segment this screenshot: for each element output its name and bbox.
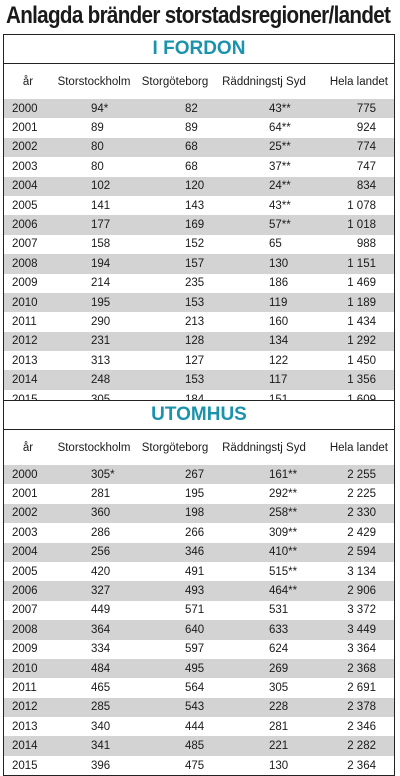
cell-value: 194 — [91, 257, 111, 270]
cell-value: 464** — [269, 585, 298, 598]
cell-value: 360 — [91, 507, 111, 520]
cell-value: 141 — [91, 199, 111, 212]
table-row — [4, 484, 394, 503]
cell-value: 24** — [269, 180, 291, 193]
cell-value: 65 — [269, 238, 282, 251]
cell-storgoteborg — [135, 138, 215, 157]
cell-value: 89 — [185, 122, 198, 135]
cell-year: 2001 — [12, 488, 38, 501]
cell-storgoteborg — [135, 370, 215, 389]
cell-year: 2006 — [4, 215, 53, 234]
cell-raddningstj-syd — [215, 484, 313, 503]
cell-value: 515** — [269, 565, 298, 578]
cell-storstockholm — [53, 332, 135, 351]
cell-storstockholm — [53, 235, 135, 254]
cell-storgoteborg — [135, 756, 215, 775]
cell-value: 158 — [91, 238, 111, 251]
cell-year: 2003 — [12, 160, 38, 173]
cell-year: 2012 — [4, 332, 53, 351]
column-header-hela-landet: Hela landet — [329, 441, 388, 454]
table-row — [4, 215, 394, 234]
cell-storgoteborg — [135, 581, 215, 600]
cell-hela-landet: 2 906 — [313, 581, 394, 600]
table-row — [4, 99, 394, 118]
cell-storgoteborg — [135, 736, 215, 755]
table-row — [4, 698, 394, 717]
cell-value: 25** — [269, 141, 291, 154]
cell-value: 214 — [91, 277, 111, 290]
column-header-storgoteborg: Storgöteborg — [141, 75, 209, 88]
table-row — [4, 177, 394, 196]
table-row — [4, 274, 394, 293]
cell-value: 68 — [185, 160, 198, 173]
cell-storgoteborg — [135, 99, 215, 118]
cell-storstockholm — [53, 312, 135, 331]
cell-value: 281 — [91, 488, 111, 501]
cell-value: 485 — [185, 740, 205, 753]
cell-value: 292** — [269, 488, 298, 501]
cell-value: 327 — [91, 585, 111, 598]
cell-year: 2009 — [12, 277, 38, 290]
cell-storstockholm — [53, 484, 135, 503]
cell-storstockholm — [53, 523, 135, 542]
cell-raddningstj-syd — [215, 332, 313, 351]
cell-storstockholm — [53, 196, 135, 215]
cell-year: 2015 — [12, 759, 38, 772]
cell-storgoteborg — [135, 620, 215, 639]
cell-value: 130 — [269, 759, 289, 772]
cell-value: 82 — [185, 102, 198, 115]
cell-storgoteborg — [135, 274, 215, 293]
cell-raddningstj-syd — [215, 177, 313, 196]
cell-raddningstj-syd — [215, 678, 313, 697]
cell-year: 2012 — [4, 698, 53, 717]
cell-value: 68 — [185, 141, 198, 154]
cell-storgoteborg — [135, 157, 215, 176]
cell-hela-landet: 775 — [313, 99, 394, 118]
column-header-hela-landet: Hela landet — [329, 75, 388, 88]
cell-raddningstj-syd — [215, 312, 313, 331]
cell-year: 2008 — [4, 254, 53, 273]
cell-year: 2014 — [4, 736, 53, 755]
cell-raddningstj-syd — [215, 370, 313, 389]
table-row — [4, 543, 394, 562]
cell-storstockholm — [53, 562, 135, 581]
cell-value: 235 — [185, 277, 205, 290]
cell-raddningstj-syd — [215, 640, 313, 659]
cell-hela-landet: 1 450 — [347, 354, 376, 367]
cell-hela-landet: 3 364 — [347, 643, 376, 656]
cell-hela-landet: 3 134 — [347, 565, 376, 578]
cell-value: 120 — [185, 180, 205, 193]
cell-storstockholm — [53, 756, 135, 775]
cell-storstockholm — [53, 543, 135, 562]
cell-storstockholm — [53, 157, 135, 176]
cell-value: 258** — [269, 507, 298, 520]
cell-hela-landet: 2 225 — [347, 488, 376, 501]
cell-hela-landet: 2 429 — [347, 526, 376, 539]
cell-value: 130 — [269, 257, 289, 270]
cell-storgoteborg — [135, 601, 215, 620]
table-panel-utomhus — [3, 400, 395, 776]
table-row — [4, 620, 394, 639]
cell-hela-landet: 1 151 — [313, 254, 394, 273]
cell-value: 290 — [91, 315, 111, 328]
cell-storgoteborg — [135, 698, 215, 717]
cell-value: 80 — [91, 160, 104, 173]
cell-storgoteborg — [135, 523, 215, 542]
cell-storgoteborg — [135, 254, 215, 273]
cell-storstockholm — [53, 640, 135, 659]
cell-value: 119 — [269, 296, 288, 309]
cell-raddningstj-syd — [215, 562, 313, 581]
table-row — [4, 351, 394, 370]
table-row — [4, 118, 394, 137]
cell-value: 213 — [185, 315, 205, 328]
cell-year: 2000 — [4, 99, 53, 118]
cell-raddningstj-syd — [215, 196, 313, 215]
cell-year: 2004 — [4, 543, 53, 562]
cell-hela-landet: 1 078 — [347, 199, 376, 212]
cell-value: 64** — [269, 122, 291, 135]
cell-year: 2004 — [4, 177, 53, 196]
table-row — [4, 717, 394, 736]
cell-storstockholm — [53, 620, 135, 639]
cell-value: 341 — [91, 740, 111, 753]
cell-storstockholm — [53, 698, 135, 717]
cell-year: 2005 — [12, 565, 38, 578]
cell-hela-landet: 2 330 — [313, 504, 394, 523]
cell-value: 286 — [91, 526, 111, 539]
cell-hela-landet: 3 372 — [347, 604, 376, 617]
cell-raddningstj-syd — [215, 504, 313, 523]
cell-value: 177 — [91, 219, 111, 232]
cell-raddningstj-syd — [215, 465, 313, 484]
cell-raddningstj-syd — [215, 99, 313, 118]
cell-value: 564 — [185, 681, 205, 694]
cell-value: 127 — [185, 354, 205, 367]
cell-hela-landet: 834 — [313, 177, 394, 196]
cell-storgoteborg — [135, 351, 215, 370]
cell-storgoteborg — [135, 465, 215, 484]
cell-value: 543 — [185, 701, 205, 714]
cell-storgoteborg — [135, 484, 215, 503]
header-row — [4, 430, 394, 465]
cell-value: 157 — [185, 257, 205, 270]
cell-year: 2007 — [12, 238, 38, 251]
cell-raddningstj-syd — [215, 601, 313, 620]
table-row — [4, 736, 394, 755]
cell-hela-landet: 2 364 — [347, 759, 376, 772]
cell-storstockholm — [53, 274, 135, 293]
cell-value: 281 — [269, 720, 289, 733]
table-row — [4, 523, 394, 542]
cell-value: 43** — [269, 102, 291, 115]
cell-value: 122 — [269, 354, 289, 367]
cell-raddningstj-syd — [215, 756, 313, 775]
cell-hela-landet: 1 292 — [313, 332, 394, 351]
cell-raddningstj-syd — [215, 736, 313, 755]
cell-storgoteborg — [135, 312, 215, 331]
column-header-storstockholm: Storstockholm — [57, 441, 131, 454]
cell-value: 153 — [185, 296, 205, 309]
cell-storstockholm — [53, 138, 135, 157]
cell-value: 313 — [91, 354, 111, 367]
cell-storgoteborg — [135, 717, 215, 736]
cell-value: 266 — [185, 526, 205, 539]
cell-storgoteborg — [135, 678, 215, 697]
cell-hela-landet: 2 594 — [313, 543, 394, 562]
cell-storgoteborg — [135, 293, 215, 312]
cell-raddningstj-syd — [215, 274, 313, 293]
cell-year: 2009 — [12, 643, 38, 656]
table-row — [4, 235, 394, 254]
cell-value: 153 — [185, 374, 205, 387]
cell-raddningstj-syd — [215, 351, 313, 370]
cell-year: 2011 — [12, 681, 37, 694]
cell-value: 571 — [185, 604, 205, 617]
cell-year: 2006 — [4, 581, 53, 600]
cell-value: 195 — [185, 488, 205, 501]
cell-storstockholm — [53, 736, 135, 755]
cell-storstockholm — [53, 465, 135, 484]
cell-hela-landet: 2 282 — [313, 736, 394, 755]
cell-value: 267 — [185, 468, 205, 481]
cell-value: 186 — [269, 277, 289, 290]
cell-value: 161** — [269, 468, 298, 481]
cell-value: 475 — [185, 759, 205, 772]
cell-raddningstj-syd — [215, 659, 313, 678]
cell-value: 102 — [91, 180, 111, 193]
cell-storstockholm — [53, 678, 135, 697]
cell-storstockholm — [53, 504, 135, 523]
cell-value: 228 — [269, 701, 289, 714]
cell-value: 221 — [269, 740, 289, 753]
cell-year: 2011 — [12, 315, 37, 328]
column-header-storgoteborg: Storgöteborg — [141, 441, 209, 454]
cell-value: 364 — [91, 623, 111, 636]
cell-value: 198 — [185, 507, 205, 520]
cell-value: 491 — [185, 565, 205, 578]
cell-storgoteborg — [135, 177, 215, 196]
cell-hela-landet: 2 378 — [313, 698, 394, 717]
cell-raddningstj-syd — [215, 254, 313, 273]
cell-value: 420 — [91, 565, 111, 578]
table-row — [4, 138, 394, 157]
cell-year: 2008 — [4, 620, 53, 639]
cell-value: 195 — [91, 296, 111, 309]
cell-value: 117 — [269, 374, 288, 387]
table-row — [4, 157, 394, 176]
cell-hela-landet: 2 255 — [313, 465, 394, 484]
table-row — [4, 196, 394, 215]
page-title: Anlagda bränder storstadsregioner/landet — [6, 2, 391, 29]
cell-value: 410** — [269, 546, 298, 559]
table-row — [4, 562, 394, 581]
cell-hela-landet: 1 356 — [313, 370, 394, 389]
cell-value: 444 — [185, 720, 205, 733]
cell-value: 231 — [91, 335, 111, 348]
cell-value: 346 — [185, 546, 205, 559]
cell-hela-landet: 1 469 — [347, 277, 376, 290]
cell-value: 256 — [91, 546, 111, 559]
cell-value: 94* — [91, 102, 109, 115]
cell-raddningstj-syd — [215, 235, 313, 254]
cell-raddningstj-syd — [215, 717, 313, 736]
cell-storstockholm — [53, 293, 135, 312]
cell-year: 2013 — [12, 354, 38, 367]
cell-year: 2013 — [12, 720, 38, 733]
cell-value: 57** — [269, 219, 291, 232]
cell-value: 640 — [185, 623, 205, 636]
cell-value: 152 — [185, 238, 205, 251]
cell-value: 248 — [91, 374, 111, 387]
cell-value: 134 — [269, 335, 289, 348]
table-row — [4, 332, 394, 351]
cell-raddningstj-syd — [215, 698, 313, 717]
cell-value: 43** — [269, 199, 291, 212]
cell-storstockholm — [53, 581, 135, 600]
cell-year: 2002 — [4, 504, 53, 523]
cell-hela-landet: 774 — [313, 138, 394, 157]
cell-value: 160 — [269, 315, 289, 328]
table-row — [4, 465, 394, 484]
cell-hela-landet: 924 — [356, 122, 376, 135]
cell-storstockholm — [53, 118, 135, 137]
column-header-raddningstj-syd: Räddningstj Syd — [222, 75, 306, 88]
cell-hela-landet: 747 — [356, 160, 376, 173]
cell-value: 531 — [269, 604, 289, 617]
data-table-i-fordon — [4, 64, 394, 409]
cell-value: 80 — [91, 141, 104, 154]
cell-storstockholm — [53, 215, 135, 234]
cell-value: 309** — [269, 526, 298, 539]
cell-storgoteborg — [135, 235, 215, 254]
table-title: UTOMHUS — [4, 401, 394, 430]
table-row — [4, 312, 394, 331]
cell-value: 143 — [185, 199, 205, 212]
cell-storgoteborg — [135, 659, 215, 678]
cell-value: 449 — [91, 604, 111, 617]
column-header-storstockholm: Storstockholm — [57, 75, 131, 88]
cell-value: 597 — [185, 643, 205, 656]
cell-storstockholm — [53, 370, 135, 389]
cell-hela-landet: 2 346 — [347, 720, 376, 733]
cell-storstockholm — [53, 601, 135, 620]
header-row — [4, 64, 394, 99]
table-row — [4, 601, 394, 620]
table-row — [4, 678, 394, 697]
cell-value: 493 — [185, 585, 205, 598]
cell-raddningstj-syd — [215, 157, 313, 176]
cell-raddningstj-syd — [215, 138, 313, 157]
column-header-raddningstj-syd: Räddningstj Syd — [222, 441, 306, 454]
table-panel-i-fordon — [3, 34, 395, 410]
cell-storstockholm — [53, 351, 135, 370]
cell-value: 495 — [185, 662, 205, 675]
cell-year: 2014 — [4, 370, 53, 389]
cell-storstockholm — [53, 177, 135, 196]
cell-raddningstj-syd — [215, 543, 313, 562]
cell-raddningstj-syd — [215, 293, 313, 312]
cell-year: 2001 — [12, 122, 38, 135]
cell-hela-landet: 2 368 — [313, 659, 394, 678]
cell-year: 2002 — [4, 138, 53, 157]
cell-storstockholm — [53, 717, 135, 736]
cell-storgoteborg — [135, 504, 215, 523]
cell-storstockholm — [53, 99, 135, 118]
cell-value: 37** — [269, 160, 291, 173]
cell-value: 484 — [91, 662, 111, 675]
table-row — [4, 370, 394, 389]
table-row — [4, 640, 394, 659]
table-row — [4, 254, 394, 273]
cell-hela-landet: 1 434 — [347, 315, 376, 328]
cell-storgoteborg — [135, 196, 215, 215]
column-header-year: år — [22, 75, 34, 88]
cell-year: 2005 — [12, 199, 38, 212]
cell-value: 633 — [269, 623, 289, 636]
cell-storstockholm — [53, 254, 135, 273]
table-row — [4, 293, 394, 312]
cell-hela-landet: 1 189 — [313, 293, 394, 312]
table-row — [4, 756, 394, 775]
cell-value: 465 — [91, 681, 111, 694]
cell-storgoteborg — [135, 543, 215, 562]
table-row — [4, 659, 394, 678]
cell-hela-landet: 2 691 — [347, 681, 376, 694]
cell-year: 2010 — [4, 659, 53, 678]
cell-value: 624 — [269, 643, 289, 656]
column-header-year: år — [22, 441, 34, 454]
cell-storstockholm — [53, 659, 135, 678]
table-row — [4, 581, 394, 600]
cell-value: 89 — [91, 122, 104, 135]
data-table-utomhus — [4, 430, 394, 775]
cell-year: 2010 — [4, 293, 53, 312]
cell-value: 305 — [269, 681, 289, 694]
cell-value: 340 — [91, 720, 111, 733]
cell-year: 2000 — [4, 465, 53, 484]
cell-hela-landet: 3 449 — [313, 620, 394, 639]
table-title: I FORDON — [4, 35, 394, 64]
cell-year: 2007 — [12, 604, 38, 617]
cell-value: 285 — [91, 701, 111, 714]
cell-hela-landet: 1 018 — [313, 215, 394, 234]
cell-raddningstj-syd — [215, 581, 313, 600]
cell-value: 269 — [269, 662, 289, 675]
cell-value: 305* — [91, 468, 115, 481]
cell-value: 396 — [91, 759, 111, 772]
cell-raddningstj-syd — [215, 620, 313, 639]
table-row — [4, 504, 394, 523]
cell-value: 169 — [185, 219, 205, 232]
cell-value: 128 — [185, 335, 205, 348]
cell-storgoteborg — [135, 640, 215, 659]
cell-raddningstj-syd — [215, 523, 313, 542]
cell-storgoteborg — [135, 332, 215, 351]
cell-storgoteborg — [135, 215, 215, 234]
cell-hela-landet: 988 — [356, 238, 376, 251]
cell-storgoteborg — [135, 562, 215, 581]
cell-value: 334 — [91, 643, 111, 656]
cell-storgoteborg — [135, 118, 215, 137]
cell-year: 2003 — [12, 526, 38, 539]
cell-raddningstj-syd — [215, 215, 313, 234]
cell-raddningstj-syd — [215, 118, 313, 137]
